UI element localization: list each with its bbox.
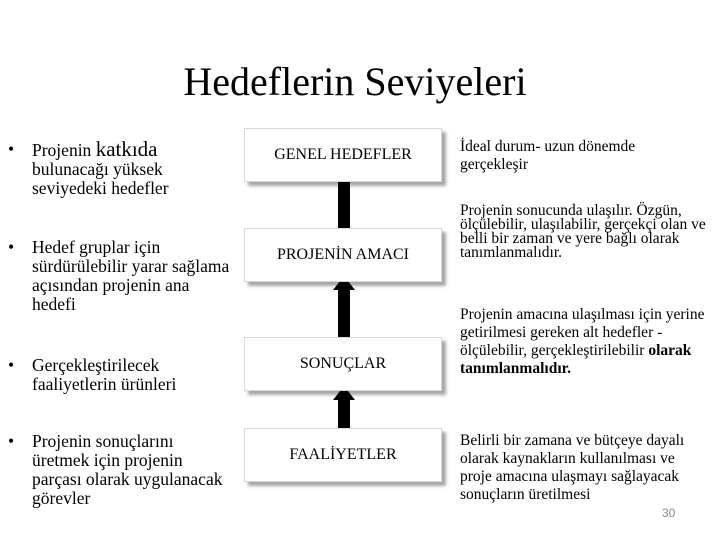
bullet-emphasis: katkıda: [95, 137, 158, 161]
arrow-up-icon: [333, 386, 355, 428]
arrow-up-icon: [333, 276, 355, 337]
bullet-text: Gerçekleştirilecek faaliyetlerin ürünleri: [32, 355, 177, 394]
box-projenin-amaci: PROJENİN AMACI: [244, 228, 442, 282]
desc-sonuclar-normal: Projenin amacına ulaşılması için yerine getirilmesi gereken alt hedefler - ölçülebilir, gerçekleştirilebilir: [460, 306, 705, 359]
page-number: 30: [662, 506, 676, 520]
box-faaliyetler: FAALİYETLER: [244, 428, 442, 482]
desc-sonuclar: [460, 306, 705, 378]
bullet-text: Hedef gruplar için sürdürülebilir yarar sağlama açısından projenin ana hedefi: [32, 237, 230, 314]
bullet-dot: •: [8, 355, 15, 375]
desc-faaliyetler: Belirli bir zamana ve bütçeye dayalı olarak kaynakların kullanılması ve proje amacına ulaşmayı sağlayacak sonuçların üretilmesi: [460, 432, 685, 503]
box-sonuclar: SONUÇLAR: [244, 337, 442, 391]
bullet-dot: •: [8, 431, 15, 451]
bullet-rest: bulunacağı yüksek seviyedeki hedefler: [32, 159, 169, 198]
bullet-prefix: Projenin: [32, 140, 96, 160]
desc-genel-hedefler: İdeal durum- uzun dönemde gerçekleşir: [460, 138, 636, 173]
bullet-text: Projenin sonuçlarını üretmek için projenin parçası olarak uygulanacak görevler: [32, 431, 223, 508]
desc-projenin-amaci: Projenin sonucunda ulaşılır. Özgün, ölçülebilir, ulaşılabilir, gerçekçi olan ve belli bir zaman ve yere bağlı olarak tanımlanmalıdır.: [460, 202, 706, 261]
box-genel-hedefler: GENEL HEDEFLER: [244, 128, 442, 182]
slide-title: Hedeflerin Seviyeleri: [183, 59, 527, 104]
bullet-dot: •: [8, 139, 15, 159]
desc-sonuclar-bold: olarak tanımlanmalıdır.: [460, 342, 692, 377]
bullet-dot: •: [8, 237, 15, 257]
